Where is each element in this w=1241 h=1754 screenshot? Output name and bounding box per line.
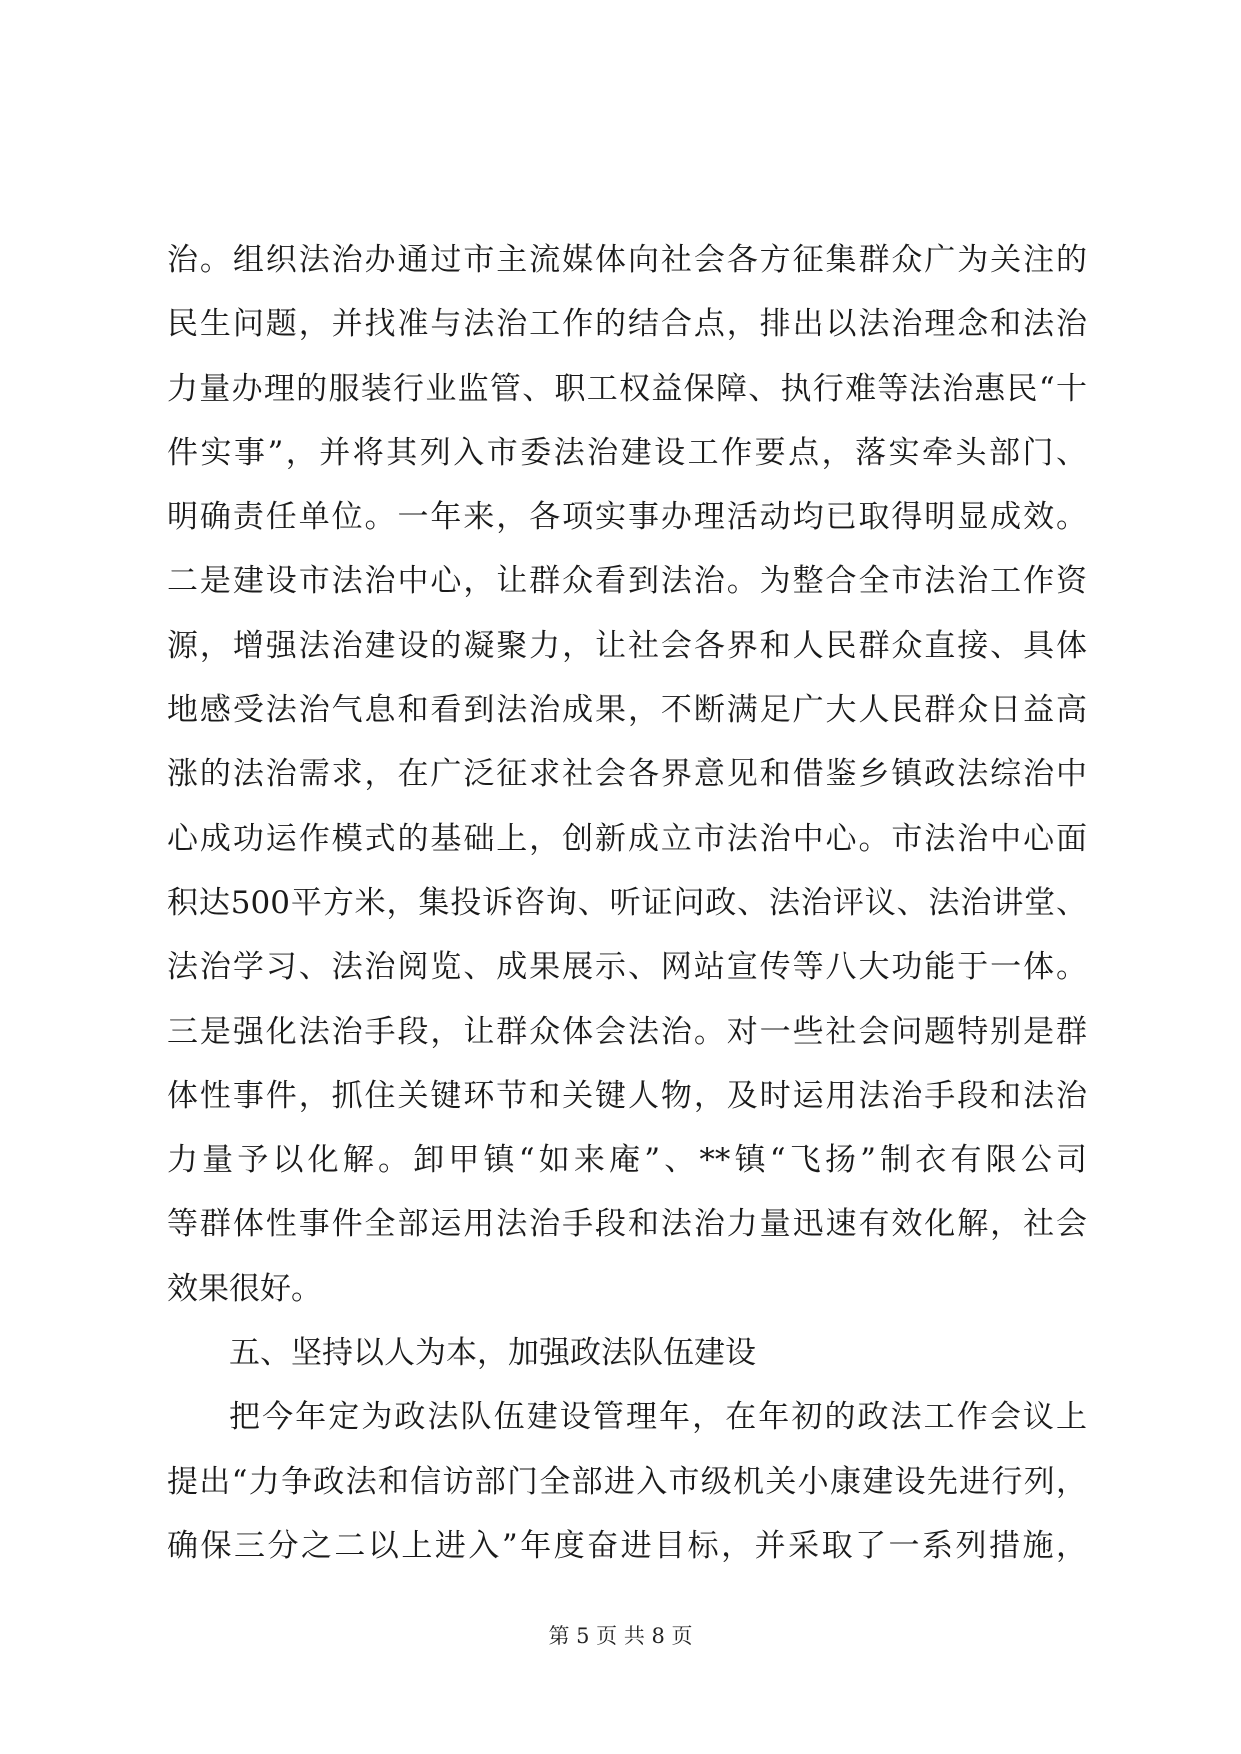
text-line: 法治学习、法治阅览、成果展示、网站宣传等八大功能于一体。 (167, 949, 1087, 986)
text-line: 治。组织法治办通过市主流媒体向社会各方征集群众广为关注的 (167, 242, 1087, 278)
text-line: 涨的法治需求，在广泛征求社会各界意见和借鉴乡镇政法综治中 (167, 756, 1087, 793)
section-heading: 五、坚持以人为本，加强政法队伍建设 (229, 1335, 756, 1372)
text-line: 民生问题，并找准与法治工作的结合点，排出以法治理念和法治 (167, 306, 1087, 343)
text-line: 件实事”，并将其列入市委法治建设工作要点，落实牵头部门、 (167, 434, 1087, 471)
text-line: 把今年定为政法队伍建设管理年，在年初的政法工作会议上 (229, 1399, 1087, 1436)
text-line: 等群体性事件全部运用法治手段和法治力量迅速有效化解，社会 (167, 1206, 1087, 1243)
text-line: 地感受法治气息和看到法治成果，不断满足广大人民群众日益高 (167, 692, 1087, 729)
text-line: 明确责任单位。一年来，各项实事办理活动均已取得明显成效。 (167, 499, 1087, 536)
text-line: 力量办理的服装行业监管、职工权益保障、执行难等法治惠民“十 (167, 370, 1087, 407)
page-number: 第 5 页 共 8 页 (548, 1624, 693, 1648)
text-line: 体性事件，抓住关键环节和关键人物，及时运用法治手段和法治 (167, 1077, 1087, 1114)
text-line: 力量予以化解。卸甲镇“如来庵”、**镇“飞扬”制衣有限公司 (167, 1142, 1087, 1179)
text-line: 效果很好。 (167, 1270, 322, 1307)
text-line: 确保三分之二以上进入”年度奋进目标，并采取了一系列措施， (167, 1527, 1087, 1564)
text-line: 三是强化法治手段，让群众体会法治。对一些社会问题特别是群 (167, 1013, 1087, 1050)
text-line: 源，增强法治建设的凝聚力，让社会各界和人民群众直接、具体 (167, 627, 1087, 664)
body-text (167, 228, 1087, 1578)
text-line: 心成功运作模式的基础上，创新成立市法治中心。市法治中心面 (167, 820, 1087, 857)
text-line: 二是建设市法治中心，让群众看到法治。为整合全市法治工作资 (167, 563, 1087, 600)
text-line: 积达500平方米，集投诉咨询、听证问政、法治评议、法治讲堂、 (167, 884, 1087, 921)
text-line: 提出“力争政法和信访部门全部进入市级机关小康建设先进行列， (167, 1463, 1087, 1500)
